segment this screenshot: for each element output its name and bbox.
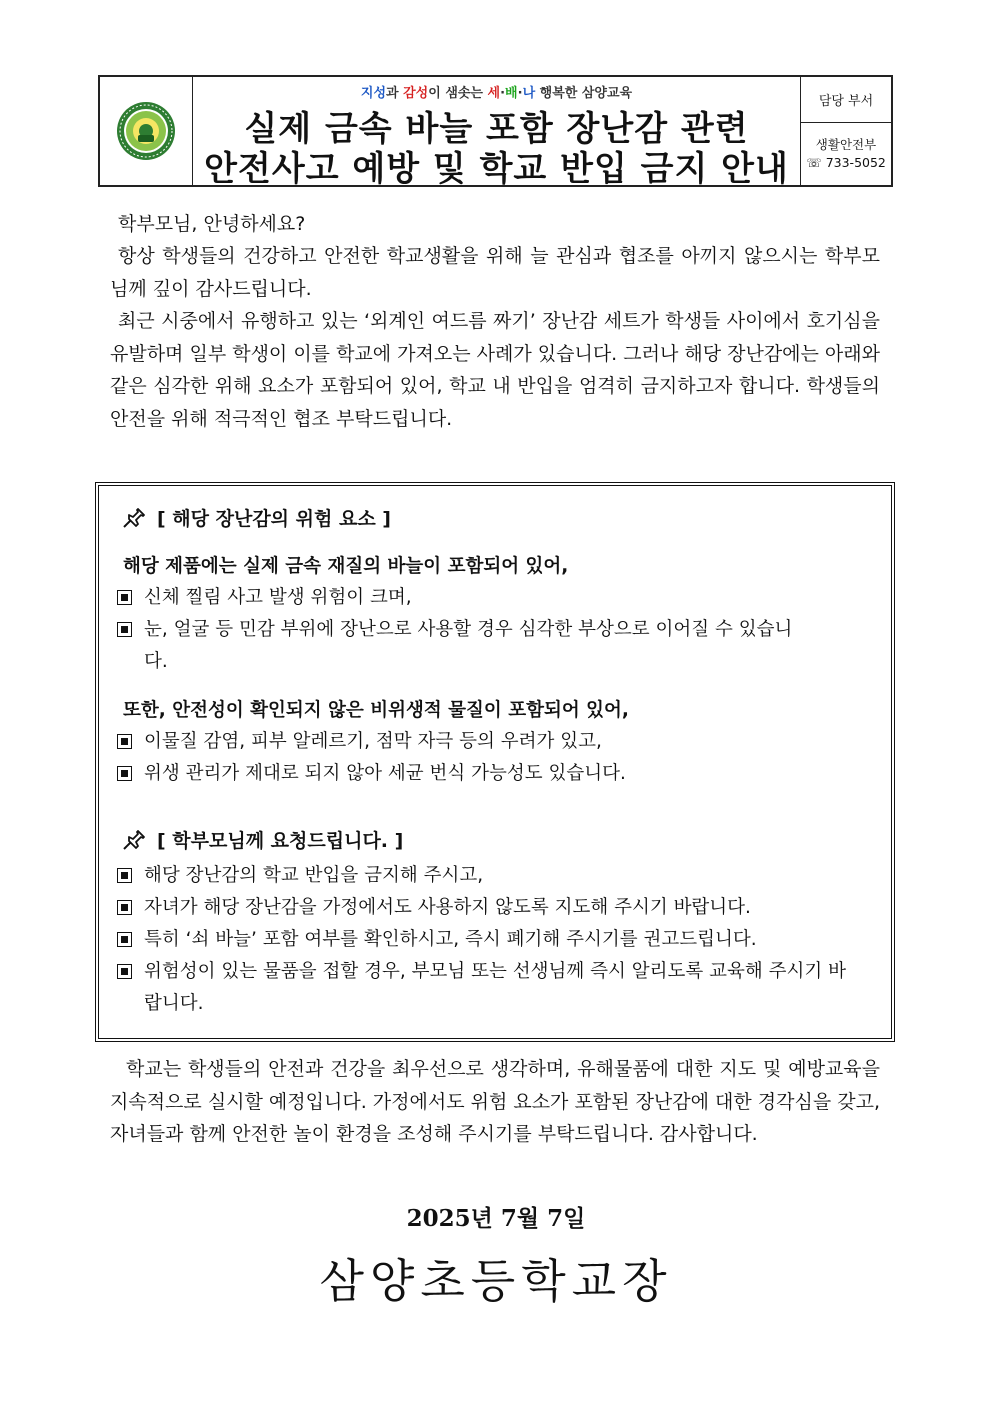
- square-bullet-icon: [117, 734, 132, 749]
- dept-name: 생활안전부: [815, 137, 877, 152]
- logo-cell: [100, 77, 193, 185]
- principal-signature: 삼양초등학교장: [319, 1254, 673, 1308]
- list-item: 특히 ‘쇠 바늘’ 포함 여부를 확인하시고, 즉시 폐기해 주시기를 권고드립니다.: [117, 924, 867, 956]
- hazard-lead-1: 해당 제품에는 실제 금속 재질의 바늘이 포함되어 있어,: [123, 556, 569, 577]
- title-line-2: 안전사고 예방 및 학교 반입 금지 안내: [204, 149, 789, 189]
- title-cell: [193, 77, 801, 189]
- section-heading-hazards: [ 해당 장난감의 위험 요소 ]: [121, 504, 391, 531]
- list-item: 이물질 감염, 피부 알레르기, 점막 자극 등의 우려가 있고,: [117, 726, 867, 758]
- square-bullet-icon: [117, 868, 132, 883]
- dept-phone: ☏ 733-5052: [806, 155, 886, 170]
- pushpin-icon: [121, 829, 147, 851]
- title-line-1: 실제 금속 바늘 포함 장난감 관련: [244, 109, 749, 149]
- dept-info: [801, 123, 891, 185]
- list-item: 신체 찔림 사고 발생 위험이 크며,: [117, 582, 867, 614]
- list-item: 해당 장난감의 학교 반입을 금지해 주시고,: [117, 860, 867, 892]
- list-item: 눈, 얼굴 등 민감 부위에 장난으로 사용할 경우 심각한 부상으로 이어질 수 있습니다.: [117, 614, 807, 678]
- section-heading-requests: [ 학부모님께 요청드립니다. ]: [121, 826, 403, 853]
- square-bullet-icon: [117, 766, 132, 781]
- closing-paragraph: 학교는 학생들의 안전과 건강을 최우선으로 생각하며, 유해물품에 대한 지도 및 예방교육을 지속적으로 실시할 예정입니다. 가정에서도 위험 요소가 포함된 장난감에 대한 경각심을 갖고, 자녀들과 함께 안전한 놀이 환경을 조성해 주시기를 부탁드립니다. 감사합니다.: [110, 1058, 880, 1145]
- square-bullet-icon: [117, 590, 132, 605]
- square-bullet-icon: [117, 900, 132, 915]
- school-emblem-icon: [115, 100, 177, 162]
- square-bullet-icon: [117, 932, 132, 947]
- greeting: 학부모님, 안녕하세요?: [118, 213, 306, 235]
- square-bullet-icon: [117, 964, 132, 979]
- intro-paragraph-2: 최근 시중에서 유행하고 있는 ‘외계인 여드름 짜기’ 장난감 세트가 학생들 사이에서 호기심을 유발하며 일부 학생이 이를 학교에 가져오는 사례가 있습니다. 그러나 해당 장난감에는 아래와 같은 심각한 위해 요소가 포함되어 있어, 학교 내 반입을 엄격히 금지하고자 합니다. 학생들의 안전을 위해 적극적인 협조 부탁드립니다.: [110, 310, 880, 430]
- list-item: 위험성이 있는 물품을 접할 경우, 부모님 또는 선생님께 즉시 알리도록 교육해 주시기 바랍니다.: [117, 956, 862, 1020]
- intro-paragraph-1: 항상 학생들의 건강하고 안전한 학교생활을 위해 늘 관심과 협조를 아끼지 않으시는 학부모님께 깊이 감사드립니다.: [110, 245, 880, 300]
- square-bullet-icon: [117, 622, 132, 637]
- pushpin-icon: [121, 507, 147, 529]
- issue-date: 2025년 7월 7일: [406, 1205, 586, 1232]
- list-item: 자녀가 해당 장난감을 가정에서도 사용하지 않도록 지도해 주시기 바랍니다.: [117, 892, 867, 924]
- dept-label: 담당 부서: [801, 77, 891, 123]
- school-motto: 지성과 감성이 샘솟는 세·배·나 행복한 삼양교육: [360, 86, 633, 101]
- department-cell: [801, 77, 891, 185]
- list-item: 위생 관리가 제대로 되지 않아 세균 번식 가능성도 있습니다.: [117, 758, 867, 790]
- notice-box: [95, 482, 895, 1042]
- notice-header: [98, 75, 893, 187]
- hazard-lead-2: 또한, 안전성이 확인되지 않은 비위생적 물질이 포함되어 있어,: [123, 700, 629, 721]
